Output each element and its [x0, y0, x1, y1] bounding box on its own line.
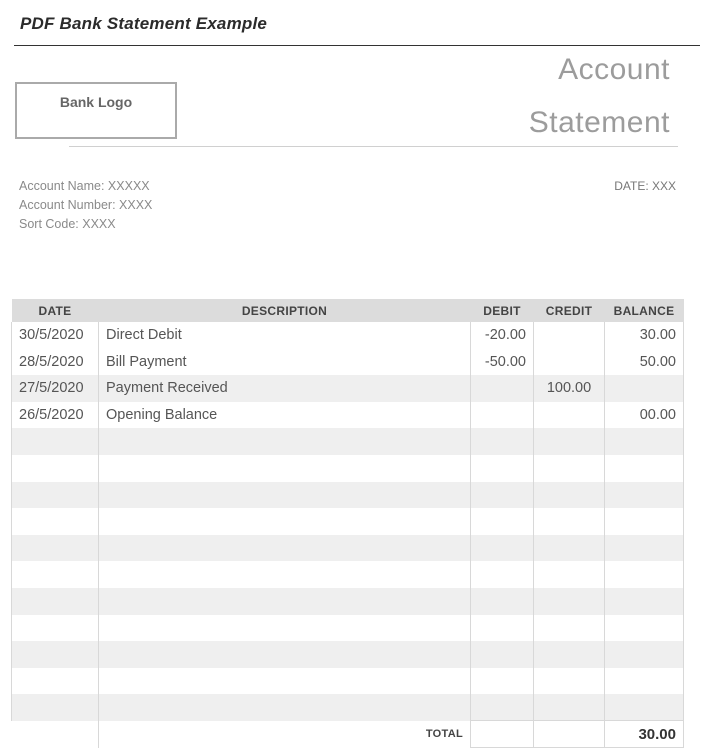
- cell-debit: [471, 375, 534, 402]
- table-row: [12, 535, 684, 562]
- cell-balance: [605, 641, 684, 668]
- cell-balance: [605, 482, 684, 509]
- cell-debit: [471, 641, 534, 668]
- title-divider: [14, 45, 700, 46]
- cell-balance: [605, 508, 684, 535]
- cell-date: [12, 508, 99, 535]
- document-title: PDF Bank Statement Example: [20, 14, 268, 33]
- table-row: [12, 615, 684, 642]
- total-spacer: [12, 721, 99, 748]
- heading-divider: [69, 146, 678, 147]
- cell-debit: -20.00: [471, 322, 534, 349]
- total-credit-cell: [534, 721, 605, 748]
- cell-balance: [605, 588, 684, 615]
- cell-debit: [471, 455, 534, 482]
- cell-date: 26/5/2020: [12, 402, 99, 429]
- cell-date: 28/5/2020: [12, 349, 99, 376]
- cell-date: [12, 535, 99, 562]
- cell-credit: [534, 482, 605, 509]
- cell-credit: [534, 402, 605, 429]
- cell-balance: [605, 455, 684, 482]
- cell-date: 27/5/2020: [12, 375, 99, 402]
- cell-description: [99, 641, 471, 668]
- table-row: [12, 402, 684, 429]
- table-row: [12, 694, 684, 721]
- table-row: [12, 349, 684, 376]
- cell-date: [12, 641, 99, 668]
- table-row: [12, 668, 684, 695]
- cell-balance: [605, 375, 684, 402]
- cell-date: [12, 455, 99, 482]
- table-row: [12, 322, 684, 349]
- cell-date: [12, 694, 99, 721]
- cell-credit: [534, 694, 605, 721]
- cell-description: [99, 561, 471, 588]
- transactions-table: [11, 299, 684, 748]
- total-debit-cell: [471, 721, 534, 748]
- bank-logo-label: Bank Logo: [59, 94, 133, 110]
- cell-debit: [471, 668, 534, 695]
- cell-description: [99, 508, 471, 535]
- cell-credit: [534, 508, 605, 535]
- cell-date: [12, 588, 99, 615]
- cell-debit: [471, 615, 534, 642]
- account-name: Account Name: XXXXX: [19, 179, 150, 193]
- table-row: [12, 428, 684, 455]
- cell-credit: [534, 322, 605, 349]
- cell-date: [12, 561, 99, 588]
- column-header-description: DESCRIPTION: [99, 299, 471, 322]
- table-row: [12, 588, 684, 615]
- sort-code: Sort Code: XXXX: [19, 217, 116, 231]
- cell-credit: [534, 349, 605, 376]
- bank-logo-placeholder: [15, 82, 177, 139]
- cell-date: [12, 668, 99, 695]
- cell-balance: [605, 668, 684, 695]
- cell-description: [99, 535, 471, 562]
- statement-heading-line1: Account: [558, 53, 670, 86]
- cell-description: [99, 482, 471, 509]
- table-row: [12, 641, 684, 668]
- cell-description: Opening Balance: [99, 402, 471, 429]
- cell-description: Payment Received: [99, 375, 471, 402]
- table-row: [12, 561, 684, 588]
- cell-balance: 30.00: [605, 322, 684, 349]
- cell-date: [12, 428, 99, 455]
- cell-credit: [534, 668, 605, 695]
- statement-heading-line2: Statement: [528, 106, 670, 139]
- cell-debit: [471, 402, 534, 429]
- cell-debit: [471, 482, 534, 509]
- total-label: TOTAL: [99, 721, 471, 748]
- total-row: [12, 721, 684, 748]
- cell-balance: 00.00: [605, 402, 684, 429]
- cell-balance: [605, 694, 684, 721]
- cell-date: [12, 615, 99, 642]
- table-row: [12, 455, 684, 482]
- cell-date: [12, 482, 99, 509]
- column-header-date: DATE: [12, 299, 99, 322]
- table-row: [12, 482, 684, 509]
- cell-debit: [471, 535, 534, 562]
- cell-debit: -50.00: [471, 349, 534, 376]
- cell-balance: 50.00: [605, 349, 684, 376]
- cell-credit: [534, 588, 605, 615]
- cell-description: [99, 428, 471, 455]
- cell-description: [99, 588, 471, 615]
- cell-description: [99, 615, 471, 642]
- column-header-credit: CREDIT: [534, 299, 605, 322]
- column-header-balance: BALANCE: [605, 299, 684, 322]
- cell-description: [99, 694, 471, 721]
- cell-balance: [605, 615, 684, 642]
- statement-date: DATE: XXX: [614, 179, 676, 193]
- cell-credit: [534, 561, 605, 588]
- table-header-row: [12, 299, 684, 322]
- cell-debit: [471, 428, 534, 455]
- cell-description: Direct Debit: [99, 322, 471, 349]
- cell-credit: [534, 641, 605, 668]
- cell-credit: [534, 615, 605, 642]
- cell-debit: [471, 588, 534, 615]
- cell-balance: [605, 561, 684, 588]
- cell-date: 30/5/2020: [12, 322, 99, 349]
- table-row: [12, 375, 684, 402]
- cell-credit: [534, 428, 605, 455]
- total-value: 30.00: [605, 721, 684, 748]
- column-header-debit: DEBIT: [471, 299, 534, 322]
- cell-credit: [534, 535, 605, 562]
- cell-credit: 100.00: [534, 375, 605, 402]
- cell-debit: [471, 694, 534, 721]
- cell-credit: [534, 455, 605, 482]
- account-number: Account Number: XXXX: [19, 198, 153, 212]
- cell-balance: [605, 535, 684, 562]
- cell-debit: [471, 561, 534, 588]
- cell-description: [99, 668, 471, 695]
- cell-description: [99, 455, 471, 482]
- table-row: [12, 508, 684, 535]
- cell-debit: [471, 508, 534, 535]
- cell-description: Bill Payment: [99, 349, 471, 376]
- cell-balance: [605, 428, 684, 455]
